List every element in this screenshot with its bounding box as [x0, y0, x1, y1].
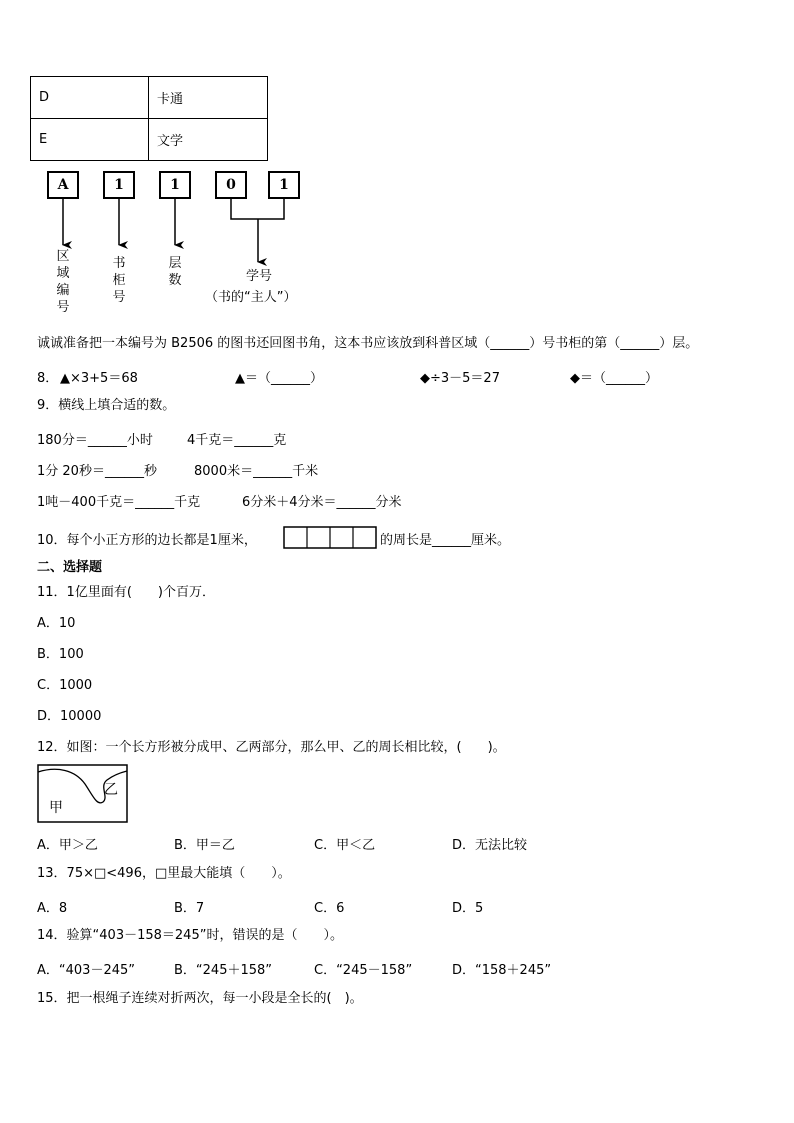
section-title: 二、选择题	[37, 560, 103, 575]
answer-triangle: ▲＝（______）	[235, 371, 323, 386]
question-15-stem: 15．把一根绳子连续对折两次，每一小段是全长的( )。	[37, 991, 363, 1006]
q9-item: 1分 20秒＝______秒	[37, 464, 157, 479]
question-10-post: 的周长是______厘米。	[380, 533, 511, 548]
q9-item: 6分米＋4分米＝______分米	[242, 495, 402, 510]
label-jia: 甲	[49, 800, 63, 816]
question-11-stem: 11．1亿里面有( )个百万．	[37, 585, 215, 600]
option-c: C．6	[314, 901, 345, 916]
table-cell-category: 文学	[149, 119, 268, 161]
code-box-student-2: 1	[268, 171, 300, 199]
option-d: D．无法比较	[452, 838, 528, 853]
option-d: D．5	[452, 901, 484, 916]
answer-diamond: ◆＝（______）	[570, 371, 658, 386]
q9-item: 8000米＝______千米	[194, 464, 319, 479]
q9-item: 4千克＝______克	[187, 433, 287, 448]
option-a: A．甲＞乙	[37, 838, 98, 853]
question-13-stem: 13．75×□<496，□里最大能填（ ）。	[37, 866, 291, 881]
question-number: 8．	[37, 371, 59, 386]
label-yi: 乙	[104, 782, 118, 798]
q9-item: 180分＝______小时	[37, 433, 153, 448]
question-14-stem: 14．验算“403－158＝245”时，错误的是（ ）。	[37, 928, 343, 943]
label-shelf: 书柜号	[112, 256, 126, 305]
label-layer: 层数	[168, 256, 182, 288]
bracket-student	[231, 199, 284, 219]
option-d: D．10000	[37, 709, 102, 724]
question-10-pre: 10．每个小正方形的边长都是1厘米，	[37, 533, 257, 548]
code-box-layer: 1	[159, 171, 191, 199]
option-b: B．“245＋158”	[174, 963, 273, 978]
option-a: A．“403－245”	[37, 963, 135, 978]
option-a: A．10	[37, 616, 76, 631]
option-b: B．100	[37, 647, 84, 662]
question-7-text: 诚诚准备把一本编号为 B2506 的图书还回图书角，这本书应该放到科普区域（______）号书柜的第（______）层。	[37, 336, 699, 351]
code-box-shelf: 1	[103, 171, 135, 199]
label-student: 学号	[246, 269, 273, 284]
option-b: B．7	[174, 901, 205, 916]
code-box-student-1: 0	[215, 171, 247, 199]
option-d: D．“158＋245”	[452, 963, 552, 978]
q9-item: 1吨－400千克＝______千克	[37, 495, 201, 510]
option-c: C．“245－158”	[314, 963, 413, 978]
squares-figure	[283, 526, 378, 550]
label-owner: （书的“主人”）	[205, 290, 297, 305]
option-b: B．甲＝乙	[174, 838, 235, 853]
code-box-region: A	[47, 171, 79, 199]
option-c: C．1000	[37, 678, 93, 693]
table-cell-code: D	[31, 77, 149, 119]
table-cell-category: 卡通	[149, 77, 268, 119]
label-region: 区域编号	[56, 249, 70, 315]
option-c: C．甲＜乙	[314, 838, 376, 853]
question-12-stem: 12．如图：一个长方形被分成甲、乙两部分，那么甲、乙的周长相比较，( )。	[37, 740, 506, 755]
equation-diamond: ◆÷3－5＝27	[420, 371, 500, 386]
table-cell-code: E	[31, 119, 149, 161]
question-9-title: 9．横线上填合适的数。	[37, 398, 176, 413]
option-a: A．8	[37, 901, 68, 916]
equation-triangle: ▲×3+5＝68	[60, 371, 138, 386]
